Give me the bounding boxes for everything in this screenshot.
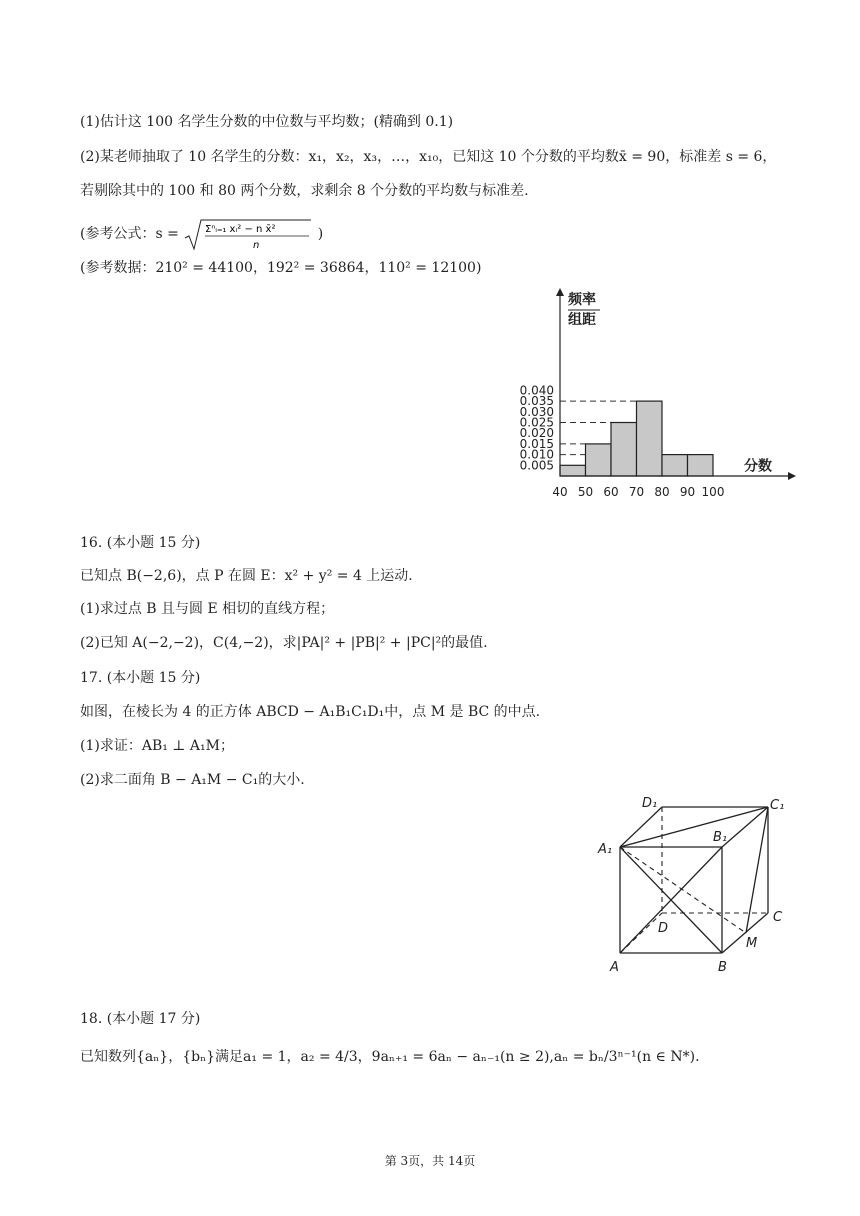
x-tick-label: 50 xyxy=(577,485,594,499)
q18-stem: 已知数列{aₙ}，{bₙ}满足a₁ = 1，a₂ = 4/3，9aₙ₊₁ = 6aₙ − aₙ₋₁(n ≥ 2),aₙ = bₙ/3ⁿ⁻¹(n ∈ N*). xyxy=(80,1049,700,1065)
q15-part1: (1)估计这 100 名学生分数的中位数与平均数；(精确到 0.1) xyxy=(80,114,454,130)
x-axis-arrow xyxy=(788,472,796,480)
q15-part2-line2: 若剔除其中的 100 和 80 两个分数，求剩余 8 个分数的平均数与标准差. xyxy=(80,183,529,199)
y-axis-label-bottom: 组距 xyxy=(568,312,596,328)
x-tick-label: 100 xyxy=(701,485,725,499)
y-tick-label: 0.015 xyxy=(519,436,554,451)
formula-suffix: ) xyxy=(317,226,324,242)
q17-header: 17. (本小题 15 分) xyxy=(80,670,201,686)
histogram-bar xyxy=(586,444,612,476)
q15-ref-data: (参考数据：210² = 44100，192² = 36864，110² = 12100) xyxy=(80,260,482,276)
label-C: C xyxy=(773,910,783,925)
q17-part2: (2)求二面角 B − A₁M − C₁的大小. xyxy=(80,772,305,788)
q16-header: 16. (本小题 15 分) xyxy=(80,535,201,551)
q16-part2: (2)已知 A(−2,−2)，C(4,−2)，求|PA|² + |PB|² + |PC|²的最值. xyxy=(80,635,488,651)
q18-header: 18. (本小题 17 分) xyxy=(80,1011,201,1027)
label-A1: A₁ xyxy=(598,842,613,857)
y-tick-label: 0.040 xyxy=(519,383,554,398)
y-axis-arrow xyxy=(556,288,564,296)
label-D1: D₁ xyxy=(642,796,658,811)
histogram-bar xyxy=(662,455,688,476)
y-tick-label: 0.020 xyxy=(519,426,554,441)
x-axis-label: 分数 xyxy=(744,458,772,475)
y-tick-label: 0.030 xyxy=(519,404,554,419)
histogram-bar xyxy=(560,465,586,476)
label-A: A xyxy=(610,960,619,975)
label-C1: C₁ xyxy=(770,798,785,813)
histogram-bar xyxy=(637,401,663,476)
q16-part1: (1)求过点 B 且与圆 E 相切的直线方程； xyxy=(80,601,335,617)
q16-stem: 已知点 B(−2,6)，点 P 在圆 E：x² + y² = 4 上运动. xyxy=(80,568,413,584)
label-D: D xyxy=(658,921,669,936)
y-tick-label: 0.035 xyxy=(519,394,554,409)
y-axis-label-top: 频率 xyxy=(568,292,596,308)
formula-denominator: n xyxy=(253,240,260,251)
label-M: M xyxy=(746,936,758,951)
page-footer: 第 3页，共 14页 xyxy=(384,1154,476,1168)
formula-prefix: (参考公式：s = xyxy=(80,226,184,242)
y-tick-label: 0.005 xyxy=(519,458,554,473)
x-tick-label: 70 xyxy=(628,485,645,499)
cube-figure xyxy=(596,795,796,985)
sqrt-fraction xyxy=(183,218,313,252)
frequency-histogram xyxy=(508,286,808,516)
label-B1: B₁ xyxy=(713,830,728,845)
formula-numerator: Σⁿᵢ₌₁ xᵢ² − n x̄² xyxy=(205,224,276,235)
histogram-bar xyxy=(688,455,714,476)
x-tick-label: 40 xyxy=(552,485,568,499)
q17-stem: 如图，在棱长为 4 的正方体 ABCD − A₁B₁C₁D₁中，点 M 是 BC 的中点. xyxy=(80,704,541,720)
y-tick-label: 0.010 xyxy=(519,447,554,462)
q15-formula xyxy=(80,218,323,252)
y-tick-label: 0.025 xyxy=(519,415,554,430)
x-tick-label: 80 xyxy=(654,485,670,499)
label-B: B xyxy=(718,960,727,975)
histogram-bar xyxy=(611,423,637,477)
x-tick-label: 90 xyxy=(679,485,696,499)
x-tick-label: 60 xyxy=(603,485,619,499)
q17-part1: (1)求证：AB₁ ⊥ A₁M； xyxy=(80,738,234,754)
q15-part2-line1: (2)某老师抽取了 10 名学生的分数：x₁，x₂，x₃，…，x₁₀，已知这 10 个分数的平均数x̄ = 90，标准差 s = 6， xyxy=(80,149,777,165)
